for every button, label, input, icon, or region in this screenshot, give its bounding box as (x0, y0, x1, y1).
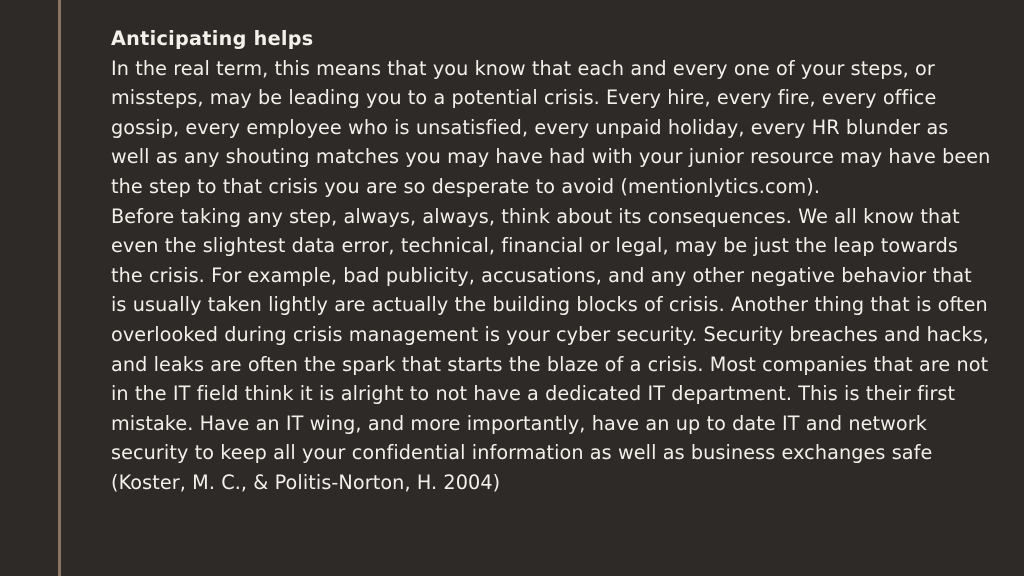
body-paragraph-1: In the real term, this means that you know that each and every one of your steps, or missteps, may be leading you to a potential crisis. Every hire, every fire, every office gossip, every employee who is unsatisfied, every unpaid holiday, every HR blunder as well as any shouting matches you may have had with your junior resource may have been the step to that crisis you are so desperate to avoid (mentionlytics.com). (111, 56, 991, 198)
slide-text-block (111, 24, 991, 498)
vertical-accent-line (58, 0, 61, 576)
section-heading: Anticipating helps (111, 27, 314, 50)
body-paragraph-2: Before taking any step, always, always, think about its consequences. We all know that even the slightest data error, technical, financial or legal, may be just the leap towards the crisis. For example, bad publicity, accusations, and any other negative behavior that is usually taken lightly are actually the building blocks of crisis. Another thing that is often overlooked during crisis management is your cyber security. Security breaches and hacks, and leaks are often the spark that starts the blaze of a crisis. Most companies that are not in the IT field think it is alright to not have a dedicated IT department. This is their first mistake. Have an IT wing, and more importantly, have an up to date IT and network security to keep all your confidential information as well as business exchanges safe (Koster, M. C., & Politis-Norton, H. 2004) (111, 204, 989, 494)
